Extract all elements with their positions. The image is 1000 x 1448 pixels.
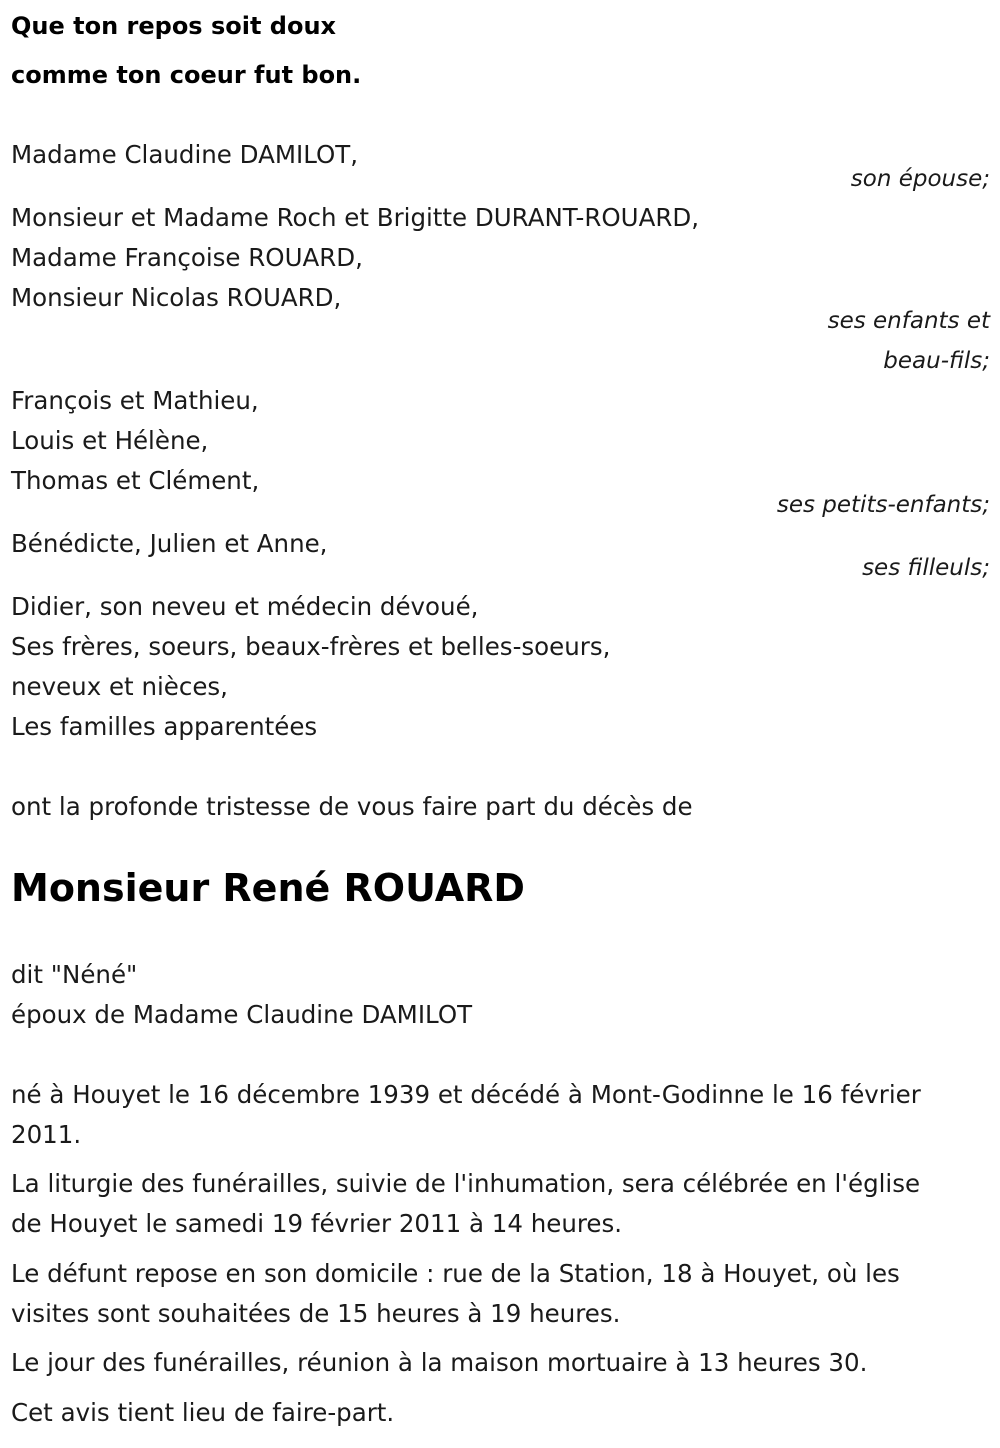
child-name: Monsieur et Madame Roch et Brigitte DURANT-ROUARD, xyxy=(11,203,700,232)
deceased-name: Monsieur René ROUARD xyxy=(11,866,525,910)
child-name: Madame Françoise ROUARD, xyxy=(11,243,363,272)
grandchild-name: Thomas et Clément, xyxy=(11,466,260,495)
detail-line: Cet avis tient lieu de faire-part. xyxy=(11,1398,395,1427)
godchildren-role: ses filleuls; xyxy=(862,555,990,581)
spouse-role: son épouse; xyxy=(850,166,990,192)
godchild-name: Bénédicte, Julien et Anne, xyxy=(11,529,328,558)
epitaph-line: Que ton repos soit doux xyxy=(11,12,337,40)
spouse-name: Madame Claudine DAMILOT, xyxy=(11,140,359,169)
grandchildren-role: ses petits-enfants; xyxy=(776,492,990,518)
grandchild-name: François et Mathieu, xyxy=(11,386,259,415)
detail-line: de Houyet le samedi 19 février 2011 à 14 heures. xyxy=(11,1209,623,1238)
relative-line: Didier, son neveu et médecin dévoué, xyxy=(11,592,479,621)
detail-line: Le défunt repose en son domicile : rue de la Station, 18 à Houyet, où les xyxy=(11,1259,900,1288)
deceased-spouse: époux de Madame Claudine DAMILOT xyxy=(11,1000,473,1029)
children-role: beau-fils; xyxy=(883,348,990,374)
children-role: ses enfants et xyxy=(827,308,990,334)
child-name: Monsieur Nicolas ROUARD, xyxy=(11,283,342,312)
announcement-text: ont la profonde tristesse de vous faire part du décès de xyxy=(11,792,693,821)
detail-line: La liturgie des funérailles, suivie de l'inhumation, sera célébrée en l'église xyxy=(11,1169,921,1198)
detail-line: né à Houyet le 16 décembre 1939 et décédé à Mont-Godinne le 16 février xyxy=(11,1080,921,1109)
detail-line: 2011. xyxy=(11,1120,82,1149)
epitaph-line: comme ton coeur fut bon. xyxy=(11,61,362,89)
relative-line: Les familles apparentées xyxy=(11,712,318,741)
detail-line: Le jour des funérailles, réunion à la maison mortuaire à 13 heures 30. xyxy=(11,1348,868,1377)
deceased-nickname: dit "Néné" xyxy=(11,960,138,989)
detail-line: visites sont souhaitées de 15 heures à 19 heures. xyxy=(11,1299,621,1328)
grandchild-name: Louis et Hélène, xyxy=(11,426,209,455)
relative-line: Ses frères, soeurs, beaux-frères et belles-soeurs, xyxy=(11,632,611,661)
relative-line: neveux et nièces, xyxy=(11,672,228,701)
